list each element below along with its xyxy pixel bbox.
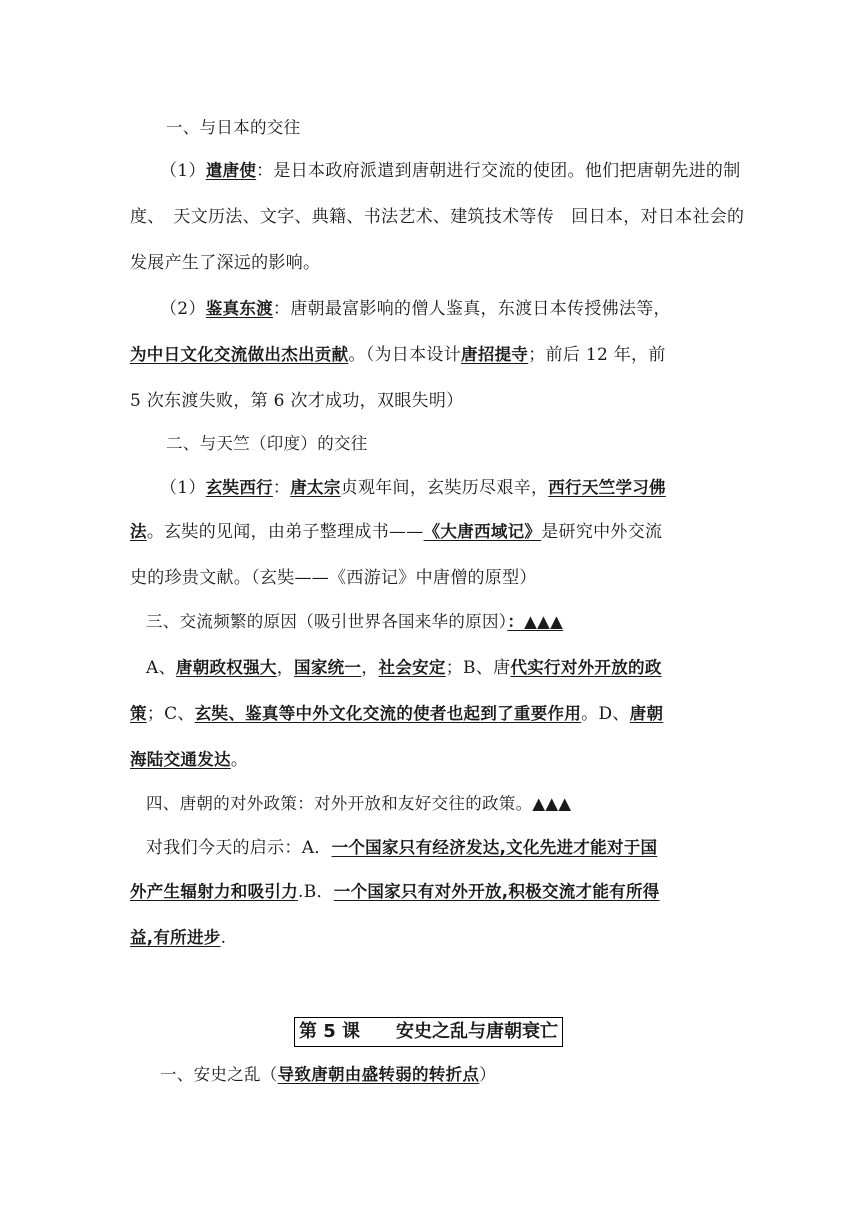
section-heading-reasons: 三、交流频繁的原因（吸引世界各国来华的原因）：▲▲▲	[146, 612, 564, 631]
section-heading-india: 二、与天竺（印度）的交往	[166, 434, 368, 453]
term-jianzhen: 鉴真东渡	[205, 299, 273, 318]
key-point: 为中日文化交流做出杰出贡献	[130, 345, 349, 364]
paragraph-line: （2）鉴真东渡：唐朝最富影响的僧人鉴真，东渡日本传授佛法等，	[160, 299, 671, 319]
paragraph-line: （1）遣唐使：是日本政府派遣到唐朝进行交流的使团。他们把唐朝先进的制	[160, 161, 741, 181]
paragraph-line: A、唐朝政权强大，国家统一，社会安定；B、唐代实行对外开放的政	[146, 658, 662, 678]
lesson-title: 第 5 课 安史之乱与唐朝衰亡	[294, 1017, 563, 1047]
paragraph-line: 策；C、玄奘、鉴真等中外文化交流的使者也起到了重要作用。D、唐朝	[130, 704, 664, 724]
importance-marks: ：▲▲▲	[507, 612, 564, 631]
paragraph-line: 海陆交通发达。	[130, 750, 249, 770]
book-title: 《大唐西域记》	[423, 522, 542, 541]
term-tangzhaotisi: 唐招提寺	[461, 345, 529, 364]
paragraph-line: 发展产生了深远的影响。	[130, 253, 321, 273]
term-tangtaizong: 唐太宗	[290, 478, 341, 497]
section-heading-japan: 一、与日本的交往	[166, 118, 301, 137]
section-heading-anshi: 一、安史之乱（导致唐朝由盛转弱的转折点）	[160, 1065, 497, 1084]
paragraph-line: （1）玄奘西行：唐太宗贞观年间，玄奘历尽艰辛，西行天竺学习佛	[160, 478, 666, 498]
term-qiantangshi: 遣唐使	[205, 161, 257, 180]
paragraph-line: 5 次东渡失败，第 6 次才成功，双眼失明）	[130, 391, 464, 411]
paragraph-line: 外产生辐射力和吸引力.B．一个国家只有对外开放,积极交流才能有所得	[130, 882, 660, 902]
paragraph-line: 法。玄奘的见闻，由弟子整理成书——《大唐西域记》是研究中外交流	[130, 522, 663, 542]
paragraph-line: 史的珍贵文献。（玄奘——《西游记》中唐僧的原型）	[130, 568, 537, 588]
paragraph-line: 度、 天文历法、文字、典籍、书法艺术、建筑技术等传 回日本，对日本社会的	[130, 207, 745, 227]
key-point: 西行天竺学习佛	[548, 478, 666, 497]
paragraph-line: 对我们今天的启示：A．一个国家只有经济发达,文化先进才能对于国	[146, 838, 658, 858]
section-heading-policy: 四、唐朝的对外政策：对外开放和友好交往的政策。▲▲▲	[146, 794, 572, 813]
paragraph-line: 益,有所进步.	[130, 928, 227, 948]
term-xuanzang: 玄奘西行	[205, 478, 273, 497]
paragraph-line: 为中日文化交流做出杰出贡献。（为日本设计唐招提寺；前后 12 年，前	[130, 345, 666, 365]
